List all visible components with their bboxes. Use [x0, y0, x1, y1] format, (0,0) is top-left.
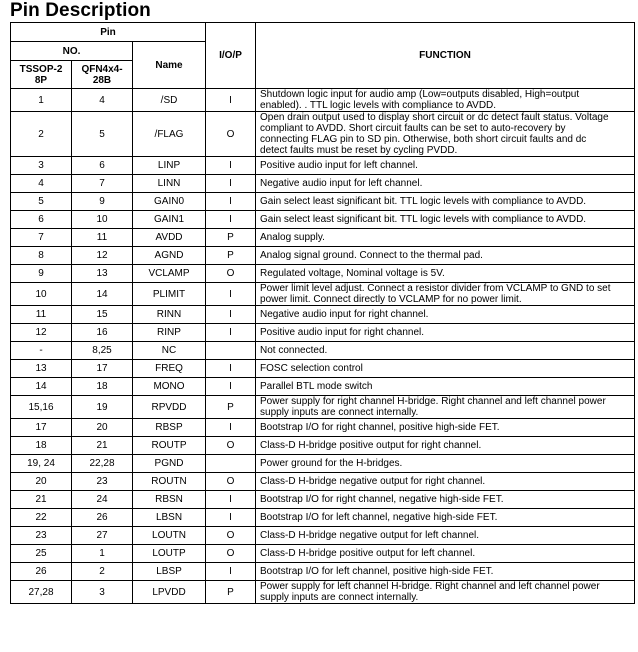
cell-tssop: 17: [11, 419, 72, 437]
table-row: [11, 211, 635, 229]
cell-function: [256, 527, 635, 545]
cell-tssop: 3: [11, 157, 72, 175]
cell-name: VCLAMP: [133, 265, 206, 283]
table-row: [11, 360, 635, 378]
cell-io: O: [206, 527, 256, 545]
function-line: Regulated voltage, Nominal voltage is 5V.: [260, 268, 445, 279]
function-line: Positive audio input for left channel.: [260, 160, 418, 171]
cell-name: GAIN0: [133, 193, 206, 211]
table-row: [11, 378, 635, 396]
function-line: supply inputs are connect internally.: [260, 592, 419, 603]
cell-function: [256, 283, 635, 306]
cell-qfn: 20: [72, 419, 133, 437]
table-row: [11, 265, 635, 283]
function-line: connecting FLAG pin to SD pin. Otherwise, both short circuit faults and dc: [260, 134, 587, 145]
function-line: Bootstrap I/O for left channel, negative high-side FET.: [260, 512, 498, 523]
cell-io: I: [206, 89, 256, 112]
cell-name: LBSP: [133, 563, 206, 581]
table-row: [11, 283, 635, 306]
cell-io: I: [206, 283, 256, 306]
table-row: [11, 342, 635, 360]
cell-tssop: 15,16: [11, 396, 72, 419]
cell-qfn: 24: [72, 491, 133, 509]
cell-tssop: 4: [11, 175, 72, 193]
cell-function: [256, 545, 635, 563]
cell-tssop: -: [11, 342, 72, 360]
cell-tssop: 6: [11, 211, 72, 229]
cell-name: RINN: [133, 306, 206, 324]
cell-name: LOUTP: [133, 545, 206, 563]
cell-io: I: [206, 193, 256, 211]
cell-tssop: 10: [11, 283, 72, 306]
cell-qfn: 4: [72, 89, 133, 112]
table-row: [11, 545, 635, 563]
table-row: [11, 193, 635, 211]
function-line: Class-D H-bridge negative output for right channel.: [260, 476, 486, 487]
header-name: Name: [133, 42, 206, 89]
function-line: Power supply for left channel H-bridge. Right channel and left channel power: [260, 581, 600, 592]
pin-description-table: [10, 22, 635, 604]
cell-name: LINN: [133, 175, 206, 193]
cell-name: AVDD: [133, 229, 206, 247]
cell-qfn: 9: [72, 193, 133, 211]
function-line: Negative audio input for left channel.: [260, 178, 423, 189]
table-row: [11, 175, 635, 193]
function-line: Power ground for the H-bridges.: [260, 458, 403, 469]
cell-tssop: 14: [11, 378, 72, 396]
function-line: Bootstrap I/O for right channel, positive high-side FET.: [260, 422, 500, 433]
cell-name: LBSN: [133, 509, 206, 527]
cell-name: RINP: [133, 324, 206, 342]
cell-function: [256, 157, 635, 175]
cell-io: P: [206, 229, 256, 247]
cell-qfn: 14: [72, 283, 133, 306]
cell-name: ROUTP: [133, 437, 206, 455]
cell-io: O: [206, 545, 256, 563]
cell-function: [256, 193, 635, 211]
cell-io: I: [206, 563, 256, 581]
table-row: [11, 112, 635, 157]
cell-name: RBSP: [133, 419, 206, 437]
table-row: [11, 396, 635, 419]
function-line: Class-D H-bridge positive output for right channel.: [260, 440, 482, 451]
table-row: [11, 455, 635, 473]
function-line: Class-D H-bridge positive output for left channel.: [260, 548, 476, 559]
cell-io: I: [206, 324, 256, 342]
function-line: Analog signal ground. Connect to the thermal pad.: [260, 250, 483, 261]
cell-io: [206, 342, 256, 360]
function-line: Class-D H-bridge negative output for left channel.: [260, 530, 480, 541]
cell-qfn: 12: [72, 247, 133, 265]
table-row: [11, 324, 635, 342]
cell-function: [256, 175, 635, 193]
cell-qfn: 22,28: [72, 455, 133, 473]
header-qfn: QFN4x4- 28B: [72, 61, 133, 89]
cell-qfn: 19: [72, 396, 133, 419]
cell-tssop: 2: [11, 112, 72, 157]
cell-io: O: [206, 265, 256, 283]
cell-function: [256, 89, 635, 112]
function-line: power limit. Connect directly to VCLAMP for no power limit.: [260, 294, 522, 305]
function-line: compliant to AVDD. Short circuit faults can be set to auto-recovery by: [260, 123, 566, 134]
function-line: Bootstrap I/O for left channel, positive high-side FET.: [260, 566, 494, 577]
cell-qfn: 18: [72, 378, 133, 396]
cell-name: LINP: [133, 157, 206, 175]
function-line: Negative audio input for right channel.: [260, 309, 429, 320]
cell-qfn: 27: [72, 527, 133, 545]
function-line: Open drain output used to display short circuit or dc detect fault status. Voltage: [260, 112, 609, 123]
function-line: Analog supply.: [260, 232, 325, 243]
table-row: [11, 563, 635, 581]
cell-qfn: 17: [72, 360, 133, 378]
cell-tssop: 1: [11, 89, 72, 112]
cell-qfn: 6: [72, 157, 133, 175]
cell-tssop: 20: [11, 473, 72, 491]
cell-io: I: [206, 419, 256, 437]
table-row: [11, 89, 635, 112]
cell-qfn: 16: [72, 324, 133, 342]
cell-tssop: 25: [11, 545, 72, 563]
cell-name: RBSN: [133, 491, 206, 509]
cell-qfn: 2: [72, 563, 133, 581]
cell-qfn: 1: [72, 545, 133, 563]
cell-function: [256, 509, 635, 527]
cell-name: PLIMIT: [133, 283, 206, 306]
function-line: supply inputs are connect internally.: [260, 407, 419, 418]
cell-qfn: 15: [72, 306, 133, 324]
cell-io: I: [206, 211, 256, 229]
table-row: [11, 509, 635, 527]
cell-name: FREQ: [133, 360, 206, 378]
cell-function: [256, 247, 635, 265]
cell-tssop: 23: [11, 527, 72, 545]
cell-tssop: 12: [11, 324, 72, 342]
cell-tssop: 21: [11, 491, 72, 509]
cell-io: P: [206, 396, 256, 419]
cell-name: MONO: [133, 378, 206, 396]
cell-qfn: 7: [72, 175, 133, 193]
table-row: [11, 491, 635, 509]
cell-io: [206, 455, 256, 473]
cell-function: [256, 342, 635, 360]
cell-tssop: 22: [11, 509, 72, 527]
cell-qfn: 26: [72, 509, 133, 527]
cell-function: [256, 581, 635, 604]
cell-function: [256, 229, 635, 247]
cell-io: I: [206, 306, 256, 324]
cell-function: [256, 419, 635, 437]
function-line: Shutdown logic input for audio amp (Low=outputs disabled, High=output: [260, 89, 580, 100]
cell-function: [256, 437, 635, 455]
cell-name: /SD: [133, 89, 206, 112]
cell-qfn: 23: [72, 473, 133, 491]
cell-name: GAIN1: [133, 211, 206, 229]
cell-name: RPVDD: [133, 396, 206, 419]
cell-tssop: 18: [11, 437, 72, 455]
cell-io: P: [206, 247, 256, 265]
header-pin: Pin: [11, 23, 206, 42]
cell-io: I: [206, 360, 256, 378]
table-row: [11, 306, 635, 324]
function-line: Power supply for right channel H-bridge. Right channel and left channel power: [260, 396, 606, 407]
cell-function: [256, 396, 635, 419]
function-line: Positive audio input for right channel.: [260, 327, 425, 338]
cell-name: NC: [133, 342, 206, 360]
table-row: [11, 527, 635, 545]
table-row: [11, 247, 635, 265]
cell-name: /FLAG: [133, 112, 206, 157]
cell-name: ROUTN: [133, 473, 206, 491]
cell-tssop: 19, 24: [11, 455, 72, 473]
cell-io: I: [206, 378, 256, 396]
cell-tssop: 13: [11, 360, 72, 378]
function-line: detect faults must be reset by cycling PVDD.: [260, 145, 458, 156]
cell-function: [256, 473, 635, 491]
cell-tssop: 5: [11, 193, 72, 211]
cell-qfn: 3: [72, 581, 133, 604]
cell-function: [256, 563, 635, 581]
cell-io: O: [206, 112, 256, 157]
cell-io: I: [206, 509, 256, 527]
function-line: Parallel BTL mode switch: [260, 381, 373, 392]
cell-io: I: [206, 157, 256, 175]
cell-io: P: [206, 581, 256, 604]
function-line: Gain select least significant bit. TTL logic levels with compliance to AVDD.: [260, 196, 587, 207]
cell-io: O: [206, 473, 256, 491]
cell-name: PGND: [133, 455, 206, 473]
function-line: FOSC selection control: [260, 363, 363, 374]
cell-io: I: [206, 175, 256, 193]
cell-function: [256, 306, 635, 324]
cell-tssop: 11: [11, 306, 72, 324]
cell-qfn: 21: [72, 437, 133, 455]
cell-function: [256, 112, 635, 157]
table-row: [11, 581, 635, 604]
cell-qfn: 11: [72, 229, 133, 247]
header-tssop: TSSOP-2 8P: [11, 61, 72, 89]
cell-name: LOUTN: [133, 527, 206, 545]
table-row: [11, 157, 635, 175]
cell-function: [256, 455, 635, 473]
table-row: [11, 419, 635, 437]
cell-function: [256, 324, 635, 342]
function-line: Not connected.: [260, 345, 328, 356]
cell-tssop: 26: [11, 563, 72, 581]
cell-tssop: 9: [11, 265, 72, 283]
cell-qfn: 10: [72, 211, 133, 229]
cell-tssop: 27,28: [11, 581, 72, 604]
cell-function: [256, 491, 635, 509]
cell-function: [256, 378, 635, 396]
cell-name: LPVDD: [133, 581, 206, 604]
table-row: [11, 473, 635, 491]
cell-qfn: 13: [72, 265, 133, 283]
header-function: FUNCTION: [256, 23, 635, 89]
table-row: [11, 437, 635, 455]
function-line: Bootstrap I/O for right channel, negative high-side FET.: [260, 494, 504, 505]
cell-function: [256, 360, 635, 378]
page-title: Pin Description: [10, 0, 151, 21]
cell-io: I: [206, 491, 256, 509]
cell-name: AGND: [133, 247, 206, 265]
cell-function: [256, 211, 635, 229]
header-io: I/O/P: [206, 23, 256, 89]
function-line: Power limit level adjust. Connect a resistor divider from VCLAMP to GND to set: [260, 283, 611, 294]
cell-qfn: 8,25: [72, 342, 133, 360]
cell-tssop: 8: [11, 247, 72, 265]
function-line: enabled). . TTL logic levels with compliance to AVDD.: [260, 100, 497, 111]
header-no: NO.: [11, 42, 133, 61]
cell-function: [256, 265, 635, 283]
table-row: [11, 229, 635, 247]
cell-qfn: 5: [72, 112, 133, 157]
function-line: Gain select least significant bit. TTL logic levels with compliance to AVDD.: [260, 214, 587, 225]
cell-io: O: [206, 437, 256, 455]
cell-tssop: 7: [11, 229, 72, 247]
pin-rows: [11, 89, 635, 604]
